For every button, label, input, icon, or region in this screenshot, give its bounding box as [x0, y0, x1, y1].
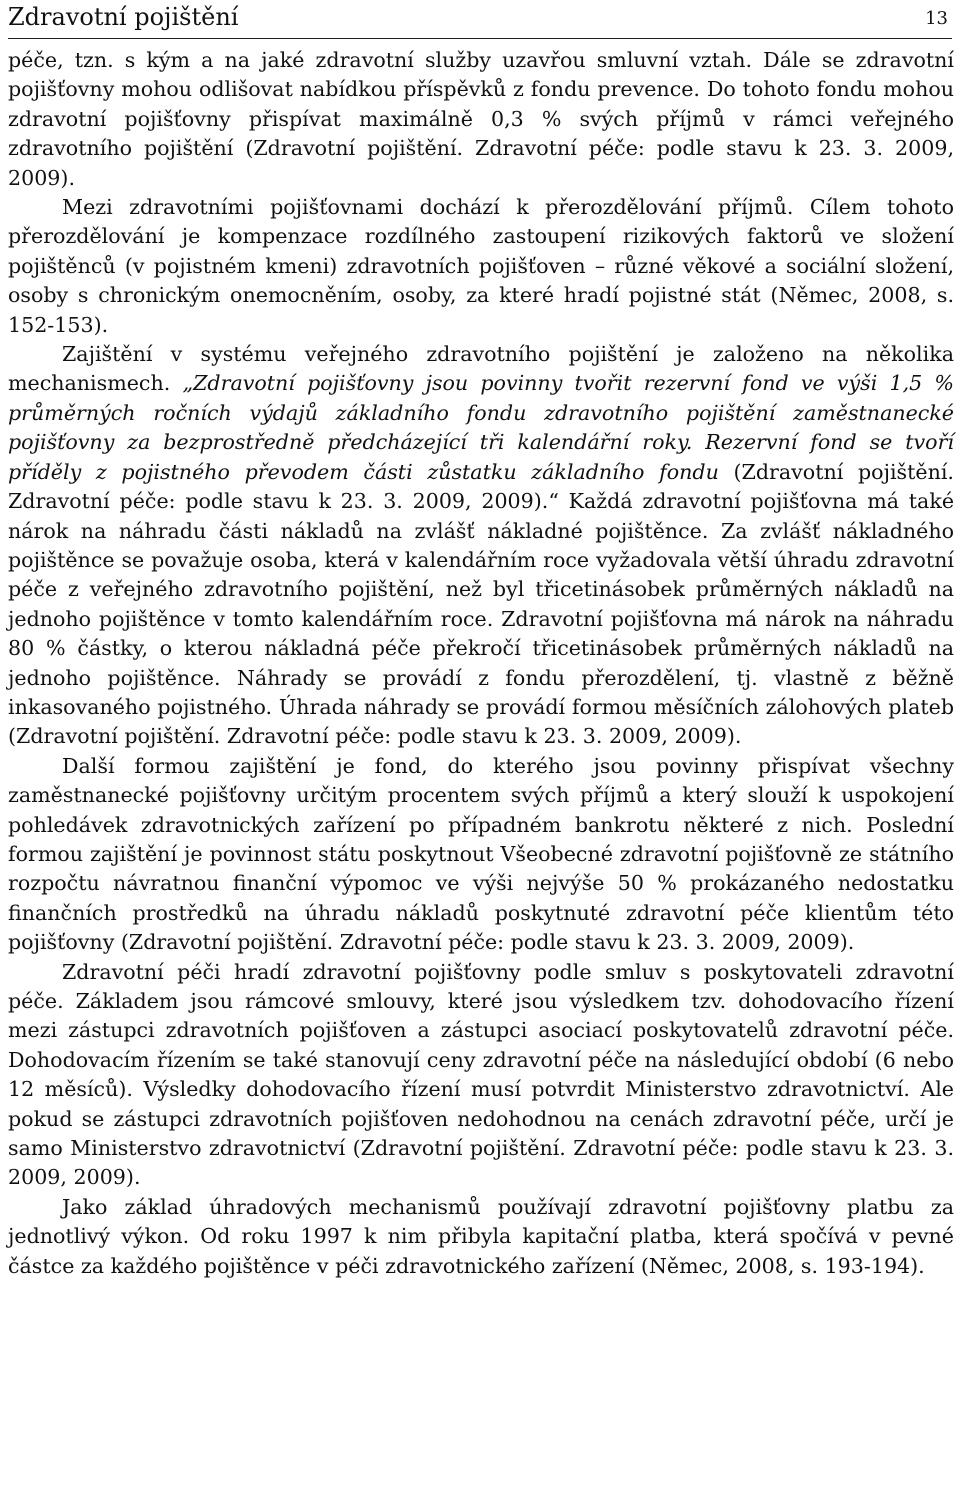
page-header [8, 0, 952, 39]
paragraph-contracts: Zdravotní péči hradí zdravotní pojišťovny podle smluv s poskytovateli zdravotní péče. Základem jsou rámcové smlouvy, které jsou výsledkem tzv. dohodovacího řízení mezi zástupci zdravotních pojišťoven a zástupci asociací poskytovatelů zdravotní péče. Dohodovacím řízením se také stanovují ceny zdravotní péče na následující období (6 nebo 12 měsíců). Výsledky dohodovacího řízení musí potvrdit Ministerstvo zdravotnictví. Ale pokud se zástupci zdravotních pojišťoven nedohodnou na cenách zdravotní péče, určí je samo Ministerstvo zdravotnictví (Zdravotní pojištění. Zdravotní péče: podle stavu k 23. 3. 2009, 2009). [8, 959, 954, 1190]
paragraph-reserve-fund [8, 340, 954, 752]
paragraph-payment-mechanisms: Jako základ úhradových mechanismů používají zdravotní pojišťovny platbu za jednotlivý výkon. Od roku 1997 k nim přibyla kapitační platba, která spočívá v pevné částce za každého pojištěnce v péči zdravotnického zařízení (Němec, 2008, s. 193-194). [8, 1194, 954, 1278]
paragraph-reserve-fund-intro: Zajištění v systému veřejného zdravotního pojištění je založeno na několika mechanismech. [8, 342, 954, 396]
running-header-title: Zdravotní pojištění [8, 3, 239, 31]
paragraph-guarantee-fund: Další formou zajištění je fond, do kterého jsou povinny přispívat všechny zaměstnanecké pojišťovny určitým procentem svých příjmů a který slouží k uspokojení pohledávek zdravotnických zařízení po případném bankrotu některé z nich. Poslední formou zajištění je povinnost státu poskytnout Všeobecné zdravotní pojišťovně ze státního rozpočtu návratnou finanční výpomoc ve výši nejvýše 50 % prokázaného nedostatku finančních prostředků na úhradu nákladů poskytnuté zdravotní péče klientům této pojišťovny (Zdravotní pojištění. Zdravotní péče: podle stavu k 23. 3. 2009, 2009). [8, 753, 954, 955]
page-number: 13 [925, 8, 948, 29]
page-body [8, 46, 954, 1281]
paragraph-continued: péče, tzn. s kým a na jaké zdravotní služby uzavřou smluvní vztah. Dále se zdravotní pojišťovny mohou odlišovat nabídkou příspěvků z fondu prevence. Do tohoto fondu mohou zdravotní pojišťovny přispívat maximálně 0,3 % svých příjmů v rámci veřejného zdravotního pojištění (Zdravotní pojištění. Zdravotní péče: podle stavu k 23. 3. 2009, 2009). [8, 48, 954, 190]
paragraph-reserve-fund-rest: (Zdravotní pojištění. Zdravotní péče: podle stavu k 23. 3. 2009, 2009).“ Každá zdravotní pojišťovna má také nárok na náhradu části nákladů na zvlášť nákladné pojištěnce. Za zvlášť nákladného pojištěnce se považuje osoba, která v kalendářním roce vyžadovala větší úhradu zdravotní péče z veřejného zdravotního pojištění, než byl třicetinásobek průměrných nákladů na jednoho pojištěnce v tomto kalendářním roce. Zdravotní pojišťovna má nárok na náhradu 80 % částky, o kterou nákladná péče překročí třicetinásobek průměrných nákladů na jednoho pojištěnce. Náhrady se provádí z fondu přerozdělení, tj. vlastně z běžně inkasovaného pojistného. Úhrada náhrady se provádí formou měsíčních zálohových plateb (Zdravotní pojištění. Zdravotní péče: podle stavu k 23. 3. 2009, 2009). [8, 459, 954, 749]
quotation-italic: „Zdravotní pojišťovny jsou povinny tvořit rezervní fond ve výši 1,5 % průměrných ročních výdajů základního fondu zdravotního pojištění zaměstnanecké pojišťovny za bezprostředně předcházející tři kalendářní roky. Rezervní fond se tvoří příděly z pojistného převodem části zůstatku základního fondu [8, 371, 954, 484]
paragraph-redistribution: Mezi zdravotními pojišťovnami dochází k přerozdělování příjmů. Cílem tohoto přerozdělování je kompenzace rozdílného zastoupení rizikových faktorů ve složení pojištěnců (v pojistném kmeni) zdravotních pojišťoven – různé věkové a sociální složení, osoby s chronickým onemocněním, osoby, za které hradí pojistné stát (Němec, 2008, s. 152-153). [8, 195, 954, 337]
